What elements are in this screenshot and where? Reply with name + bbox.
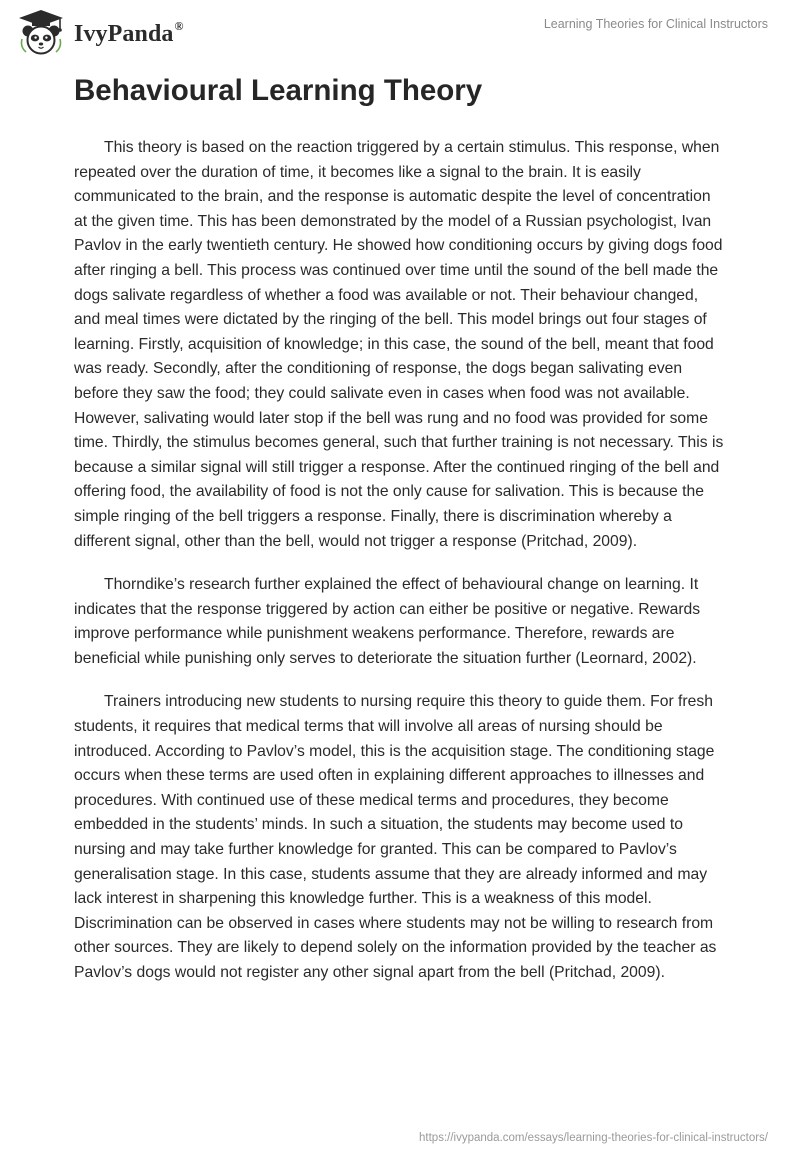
paragraph-3: Trainers introducing new students to nursing require this theory to guide them. For fresh students, it requires that medical terms that will involve all areas of nursing should be introduced. According to Pavlov’s model, this is the acquisition stage. The conditioning stage occurs when these terms are used often in explaining different approaches to illnesses and procedures. With continued use of these medical terms and procedures, they become embedded in the students’ minds. In such a situation, the students may become used to nursing and may take further knowledge for granted. This can be compared to Pavlov’s generalisation stage. In this case, students assume that they are already informed and may lack interest in sharpening this knowledge further. This is a weakness of this model. Discrimination can be observed in cases where students may not be willing to research from other sources. They are likely to depend solely on the information provided by the teacher as Pavlov’s dogs would not register any other signal apart from the bell (Pritchad, 2009). [74, 693, 717, 981]
paragraph-2: Thorndike’s research further explained the effect of behavioural change on learning. It indicates that the response triggered by action can either be positive or negative. Rewards improve performance while punishment weakens performance. Therefore, rewards are beneficial while punishing only serves to deteriorate the situation further (Leornard, 2002). [74, 576, 701, 667]
section-heading: Behavioural Learning Theory [74, 74, 483, 107]
registered-mark: ® [174, 18, 184, 33]
page-header [0, 0, 800, 60]
ivypanda-logo[interactable] [16, 9, 184, 55]
article-content [74, 72, 726, 1005]
paragraph-1: This theory is based on the reaction triggered by a certain stimulus. This response, when repeated over the duration of time, it becomes like a signal to the brain. It is easily communicated to the brain, and the response is automatic despite the level of concentration at the given time. This has been demonstrated by the model of a Russian psychologist, Ivan Pavlov in the early twentieth century. He showed how conditioning occurs by giving dogs food after ringing a bell. This process was continued over time until the sound of the bell made the dogs salivate regardless of whether a food was available or not. Their behaviour changed, and meal times were dictated by the ringing of the bell. This model brings out four stages of learning. Firstly, acquisition of knowledge; in this case, the sound of the bell, meant that food was ready. Secondly, after the conditioning of response, the dogs began salivating even before they saw the food; they could salivate even in cases when food was not available. However, salivating would later stop if the bell was rung and no food was provided for some time. Thirdly, the stimulus becomes general, such that further training is not necessary. This is because a similar signal will still trigger a response. After the continued ringing of the bell and offering food, the availability of food is not the only cause for salivation. This is because the simple ringing of the bell triggers a response. Finally, there is discrimination whereby a different signal, other than the bell, would not trigger a response (Pritchad, 2009). [74, 139, 724, 550]
panda-graduation-icon [16, 9, 66, 55]
brand-name-text: IvyPanda [74, 20, 174, 47]
source-url[interactable]: https://ivypanda.com/essays/learning-theories-for-clinical-instructors/ [419, 1132, 768, 1144]
document-title: Learning Theories for Clinical Instructors [543, 17, 768, 31]
brand-name [74, 18, 184, 48]
